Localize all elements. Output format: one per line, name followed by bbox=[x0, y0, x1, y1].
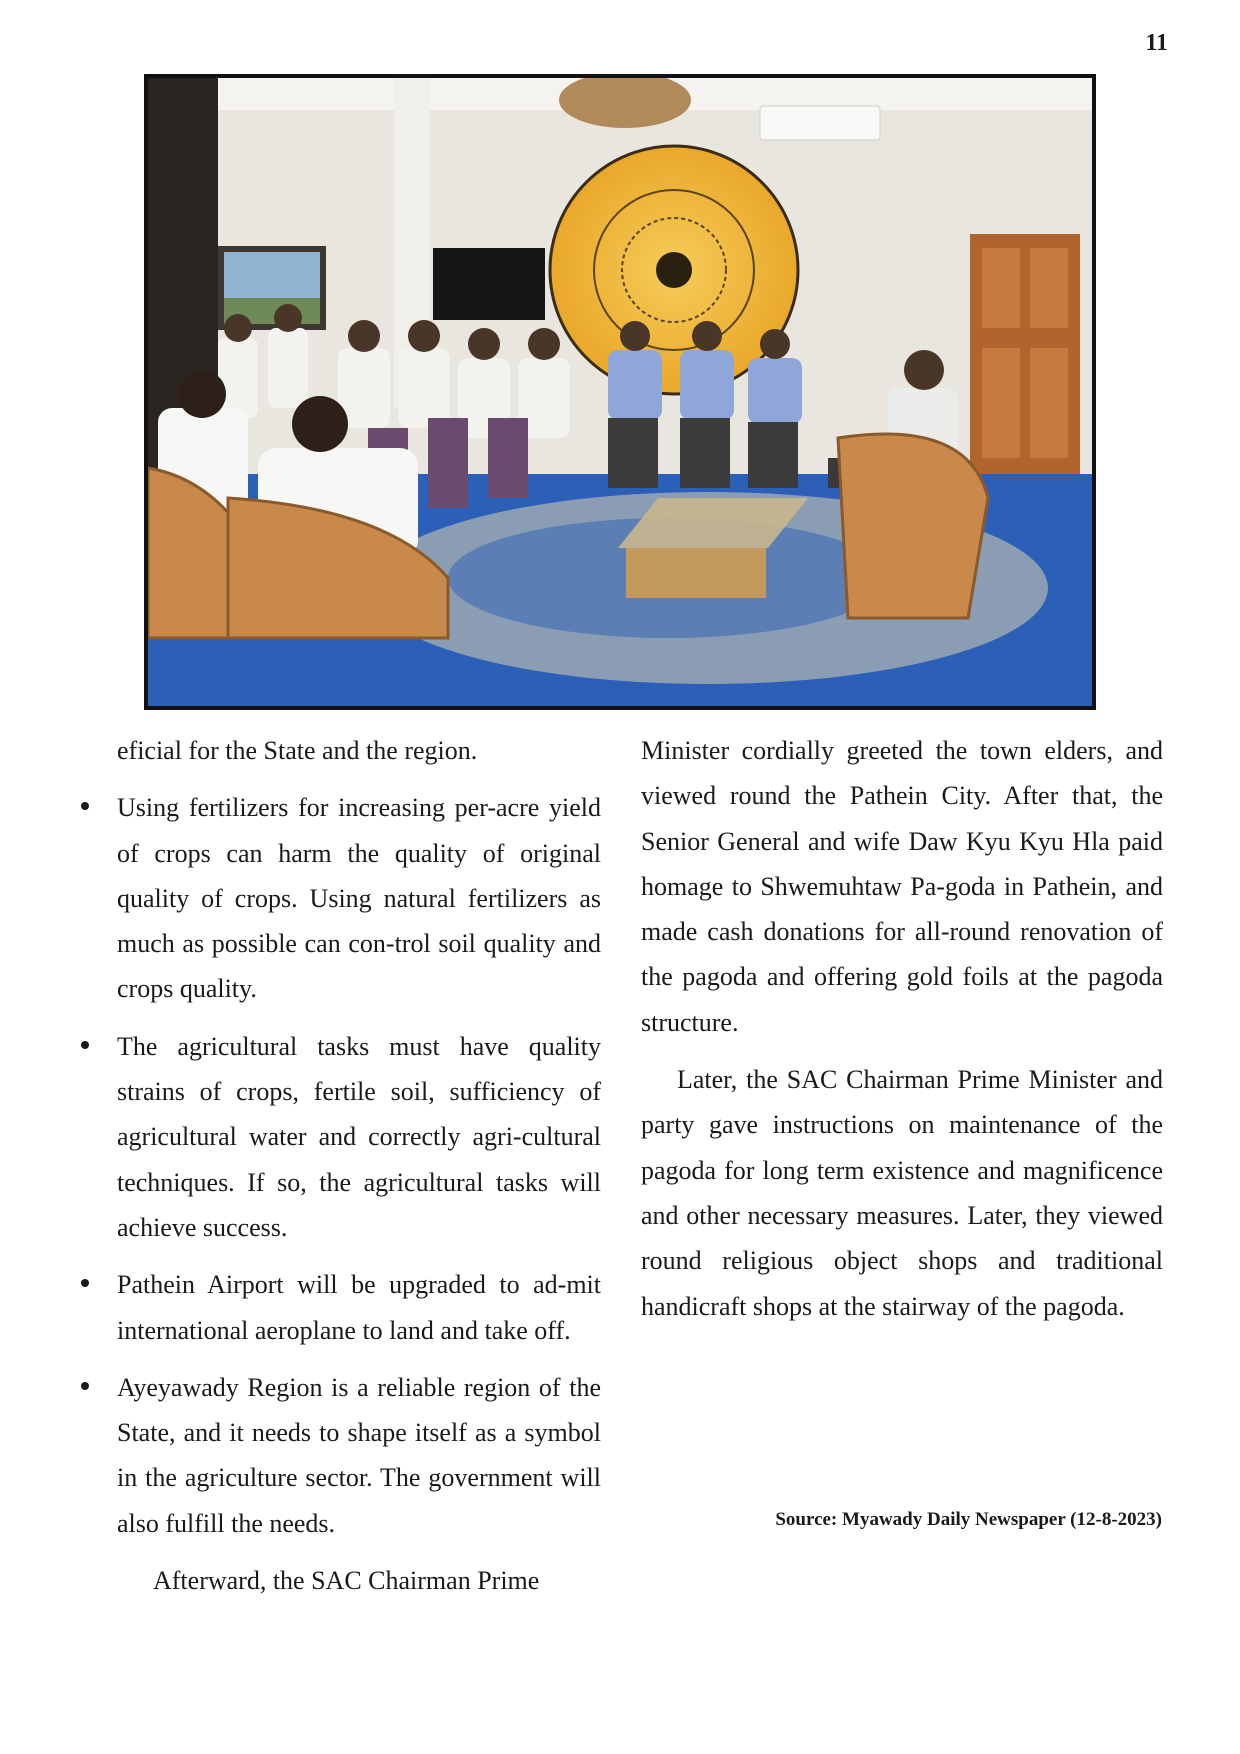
bullet-item bbox=[117, 1024, 601, 1250]
closing-paragraph: Afterward, the SAC Chairman Prime bbox=[153, 1566, 540, 1596]
bullet-item bbox=[117, 785, 601, 1011]
bullet-list bbox=[117, 785, 601, 1546]
bullet-text: Using fertilizers for increasing per-acre yield of crops can harm the quality of original quality of crops. Using natural fertilizers as much as possible can con-trol soil quality and crops quality. bbox=[117, 793, 601, 1004]
page-number: 11 bbox=[1145, 30, 1168, 56]
bullet-icon bbox=[81, 1279, 89, 1287]
bullet-icon bbox=[81, 1382, 89, 1390]
bullet-text: Ayeyawady Region is a reliable region of the State, and it needs to shape itself as a symbol in the agriculture sector. The government will also fulfill the needs. bbox=[117, 1372, 601, 1538]
meeting-photo bbox=[144, 74, 1096, 710]
left-column bbox=[117, 728, 601, 1603]
paragraph-1: Minister cordially greeted the town elders, and viewed round the Pathein City. After that, the Senior General and wife Daw Kyu Kyu Hla paid homage to Shwemuhtaw Pa-goda in Pathein, and made cash donations for all-round renovation of the pagoda and offering gold foils at the pagoda structure. bbox=[641, 736, 1163, 1037]
source-citation: Source: Myawady Daily Newspaper (12-8-2023) bbox=[775, 1509, 1162, 1530]
bullet-text: Pathein Airport will be upgraded to ad-mit international aeroplane to land and take off. bbox=[117, 1270, 601, 1345]
bullet-text: The agricultural tasks must have quality strains of crops, fertile soil, sufficiency of agricultural water and correctly agri-cultural techniques. If so, the agricultural tasks will achieve success. bbox=[117, 1031, 601, 1242]
paragraph-2: Later, the SAC Chairman Prime Minister and party gave instructions on maintenance of the pagoda for long term existence and magnificence and other necessary measures. Later, they viewed round religious object shops and traditional handicraft shops at the stairway of the pagoda. bbox=[641, 1065, 1163, 1321]
bullet-icon bbox=[81, 1041, 89, 1049]
bullet-icon bbox=[81, 802, 89, 810]
continuation-text: eficial for the State and the region. bbox=[117, 736, 478, 765]
meeting-room-illustration bbox=[148, 78, 1092, 706]
bullet-item bbox=[117, 1365, 601, 1546]
tv bbox=[433, 248, 545, 320]
bullet-item bbox=[117, 1262, 601, 1353]
right-column bbox=[641, 728, 1163, 1329]
